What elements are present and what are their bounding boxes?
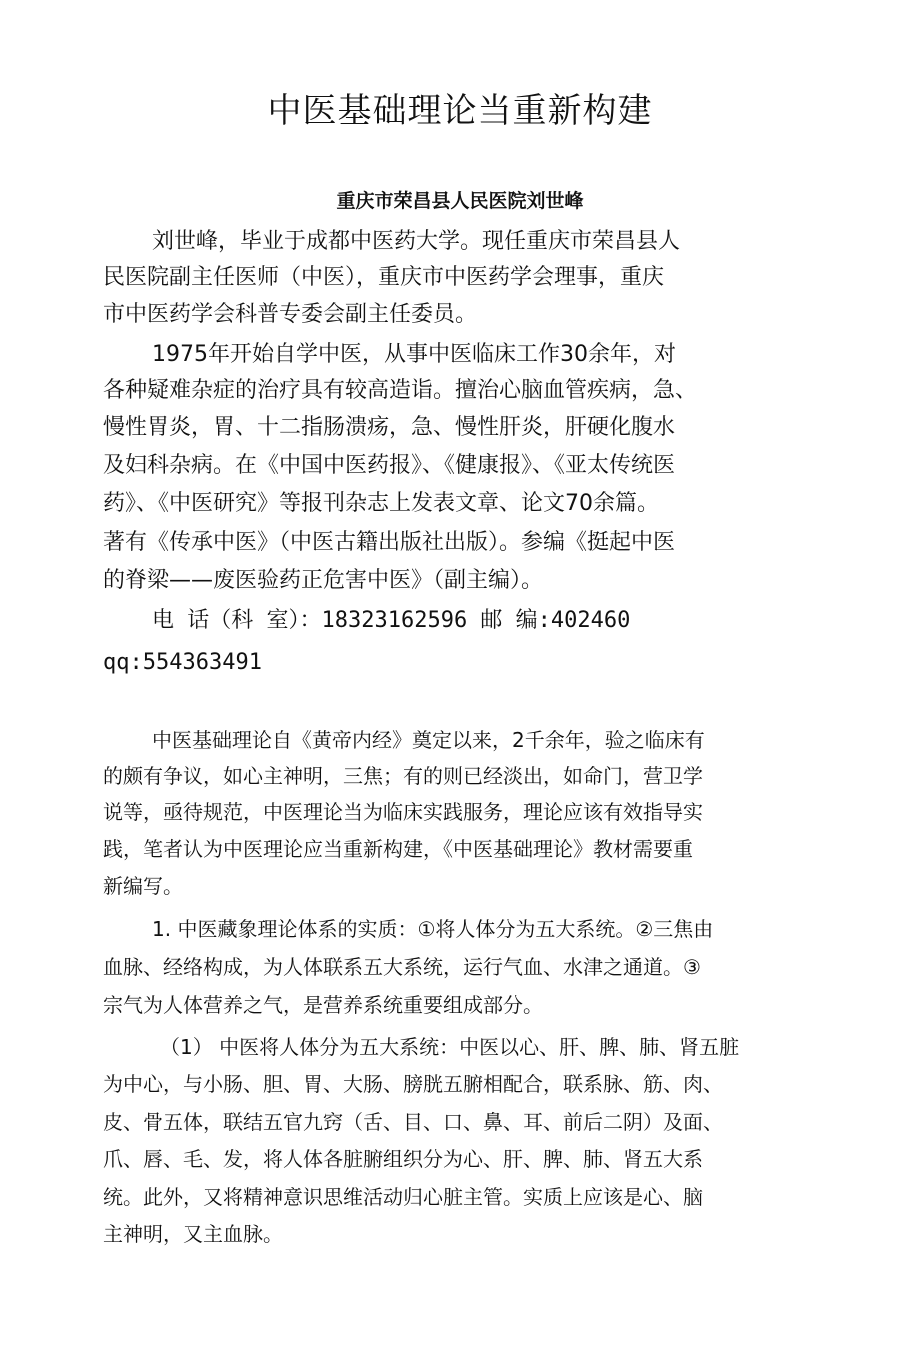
body-line: 皮、骨五体，联结五官九窍（舌、目、口、鼻、耳、前后二阴）及面、 (103, 1110, 723, 1134)
body-line: 的颇有争议，如心主神明，三焦；有的则已经淡出，如命门，营卫学 (103, 764, 703, 788)
body-line: 为中心，与小肠、胆、胃、大肠、膀胱五腑相配合，联系脉、筋、肉、 (103, 1072, 723, 1096)
body-line: 统。此外，又将精神意识思维活动归心脏主管。实质上应该是心、脑 (103, 1185, 703, 1209)
body-line: 新编写。 (103, 874, 183, 898)
body-line: 血脉、经络构成，为人体联系五大系统，运行气血、水津之通道。③ (103, 955, 701, 979)
page-title: 中医基础理论当重新构建 (267, 91, 653, 131)
author-byline: 重庆市荣昌县人民医院刘世峰 (336, 190, 584, 212)
bio-line: 民医院副主任医师（中医），重庆市中医药学会理事，重庆 (103, 265, 665, 290)
body-line: 主神明，又主血脉。 (103, 1222, 283, 1246)
bio-line: 刘世峰，毕业于成都中医药大学。现任重庆市荣昌县人 (152, 229, 681, 254)
bio-line: 慢性胃炎，胃、十二指肠溃疡，急、慢性肝炎，肝硬化腹水 (103, 415, 676, 440)
body-line: 爪、唇、毛、发，将人体各脏腑组织分为心、肝、脾、肺、肾五大系 (103, 1147, 703, 1171)
bio-line: 药》、《中医研究》等报刊杂志上发表文章、论文70余篇。 (103, 491, 659, 516)
body-line: （1） 中医将人体分为五大系统：中医以心、肝、脾、肺、肾五脏 (160, 1035, 740, 1059)
body-line: 中医基础理论自《黄帝内经》奠定以来，2千余年，验之临床有 (152, 728, 705, 752)
body-line: 践，笔者认为中医理论应当重新构建，《中医基础理论》教材需要重 (103, 837, 693, 861)
body-line: 宗气为人体营养之气，是营养系统重要组成部分。 (103, 993, 543, 1017)
body-line: 说等，亟待规范，中医理论当为临床实践服务，理论应该有效指导实 (103, 800, 703, 824)
phone-line: 电 话（科 室）：18323162596 邮 编:402460 (152, 608, 631, 633)
qq-line: qq:554363491 (103, 650, 262, 675)
bio-line: 的脊梁——废医验药正危害中医》（副主编）。 (103, 568, 544, 593)
bio-line: 及妇科杂病。在《中国中医药报》、《健康报》、《亚太传统医 (103, 453, 676, 478)
bio-line: 著有《传承中医》（中医古籍出版社出版）。参编《挺起中医 (103, 530, 676, 555)
bio-line: 市中医药学会科普专委会副主任委员。 (103, 302, 478, 327)
body-line: 1. 中医藏象理论体系的实质：①将人体分为五大系统。②三焦由 (152, 917, 714, 941)
bio-line: 各种疑难杂症的治疗具有较高造诣。擅治心脑血管疾病，急、 (103, 378, 698, 403)
bio-line: 1975年开始自学中医，从事中医临床工作30余年，对 (152, 342, 676, 367)
